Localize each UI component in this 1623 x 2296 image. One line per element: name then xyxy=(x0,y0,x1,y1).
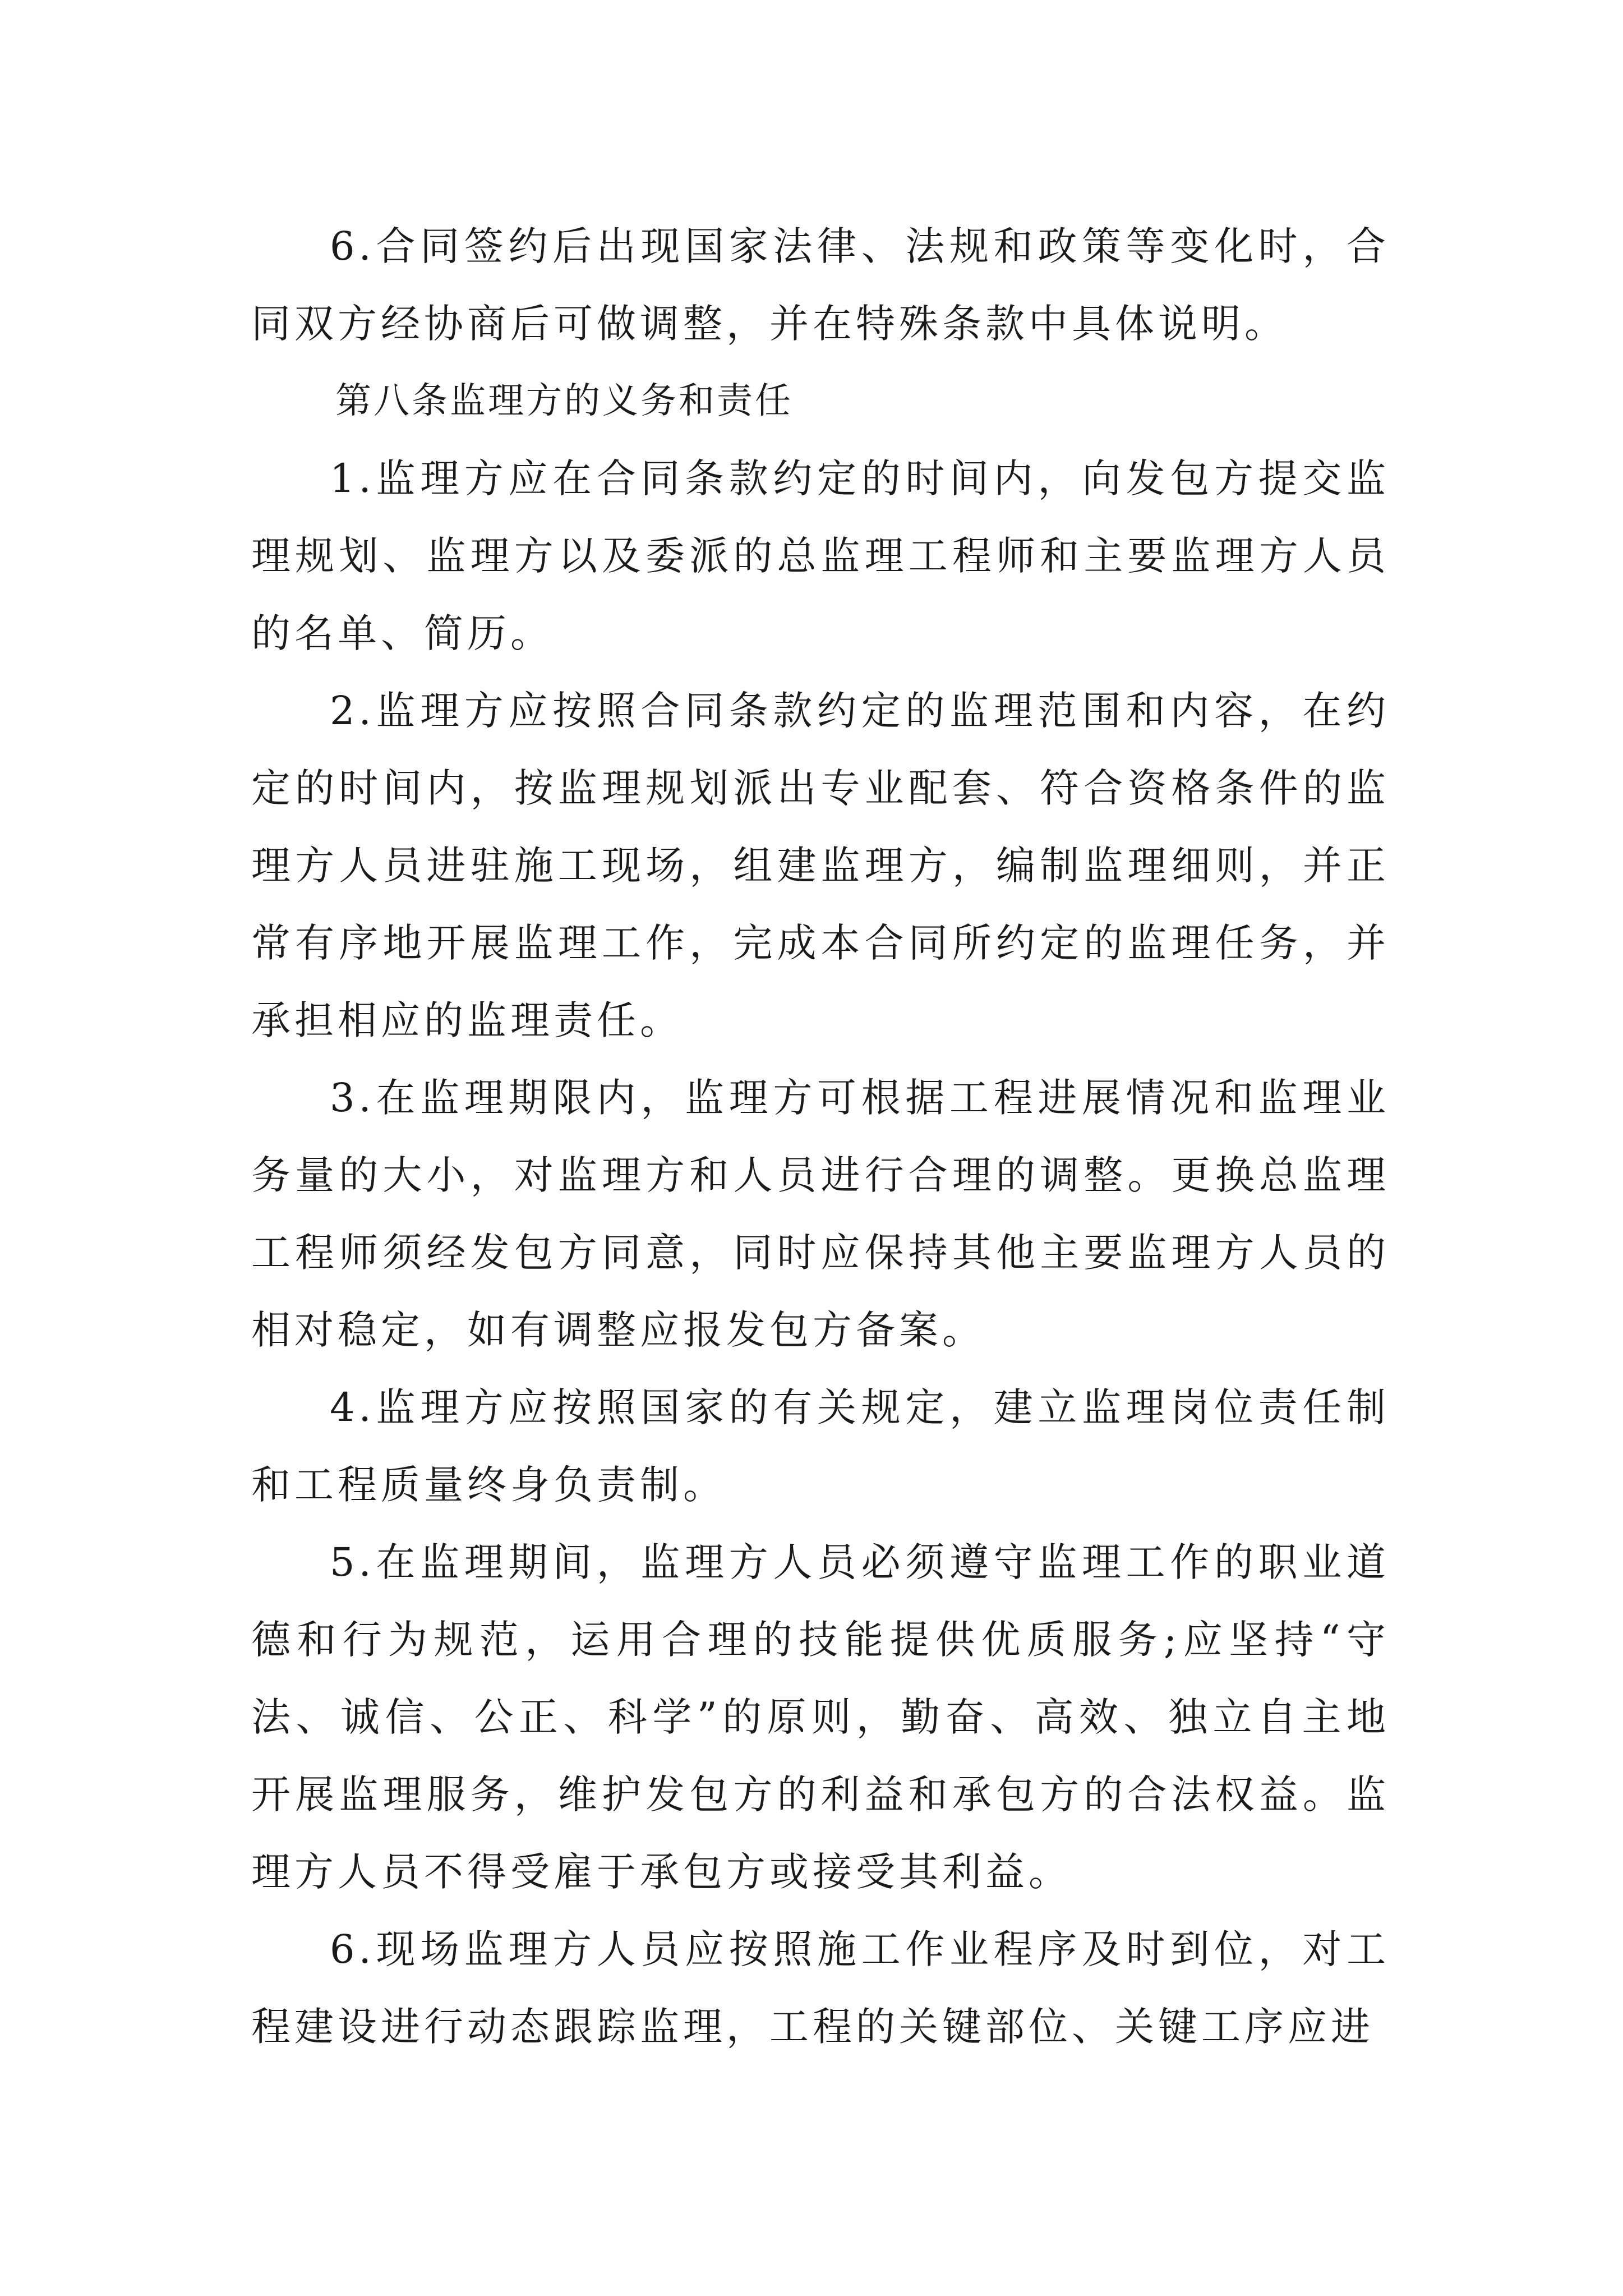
paragraph-clause-6: 6.现场监理方人员应按照施工作业程序及时到位，对工程建设进行动态跟踪监理，工程的关键部位、关键工序应进 xyxy=(251,1926,1390,2050)
paragraph-clause-2: 2.监理方应按照合同条款约定的监理范围和内容，在约定的时间内，按监理规划派出专业配套、符合资格条件的监理方人员进驻施工现场，组建监理方，编制监理细则，并正常有序地开展监理工作，完成本合同所约定的监理任务，并承担相应的监理责任。 xyxy=(251,688,1390,1043)
paragraph-clause-3: 3.在监理期限内，监理方可根据工程进展情况和监理业务量的大小，对监理方和人员进行合理的调整。更换总监理工程师须经发包方同意，同时应保持其他主要监理方人员的相对稳定，如有调整应报发包方备案。 xyxy=(251,1075,1390,1353)
document-body xyxy=(251,208,1390,2065)
article-8-heading: 第八条监理方的义务和责任 xyxy=(335,380,793,422)
paragraph-clause-4: 4.监理方应按照国家的有关规定，建立监理岗位责任制和工程质量终身负责制。 xyxy=(251,1384,1390,1508)
paragraph-clause-5: 5.在监理期间，监理方人员必须遵守监理工作的职业道德和行为规范，运用合理的技能提供优质服务;应坚持“守法、诚信、公正、科学”的原则，勤奋、高效、独立自主地开展监理服务，维护发包方的利益和承包方的合法权益。监理方人员不得受雇于承包方或接受其利益。 xyxy=(251,1539,1390,1895)
paragraph-clause-6-prev: 6.合同签约后出现国家法律、法规和政策等变化时，合同双方经协商后可做调整，并在特殊条款中具体说明。 xyxy=(251,223,1390,347)
paragraph-clause-1: 1.监理方应在合同条款约定的时间内，向发包方提交监理规划、监理方以及委派的总监理工程师和主要监理方人员的名单、简历。 xyxy=(251,455,1390,656)
